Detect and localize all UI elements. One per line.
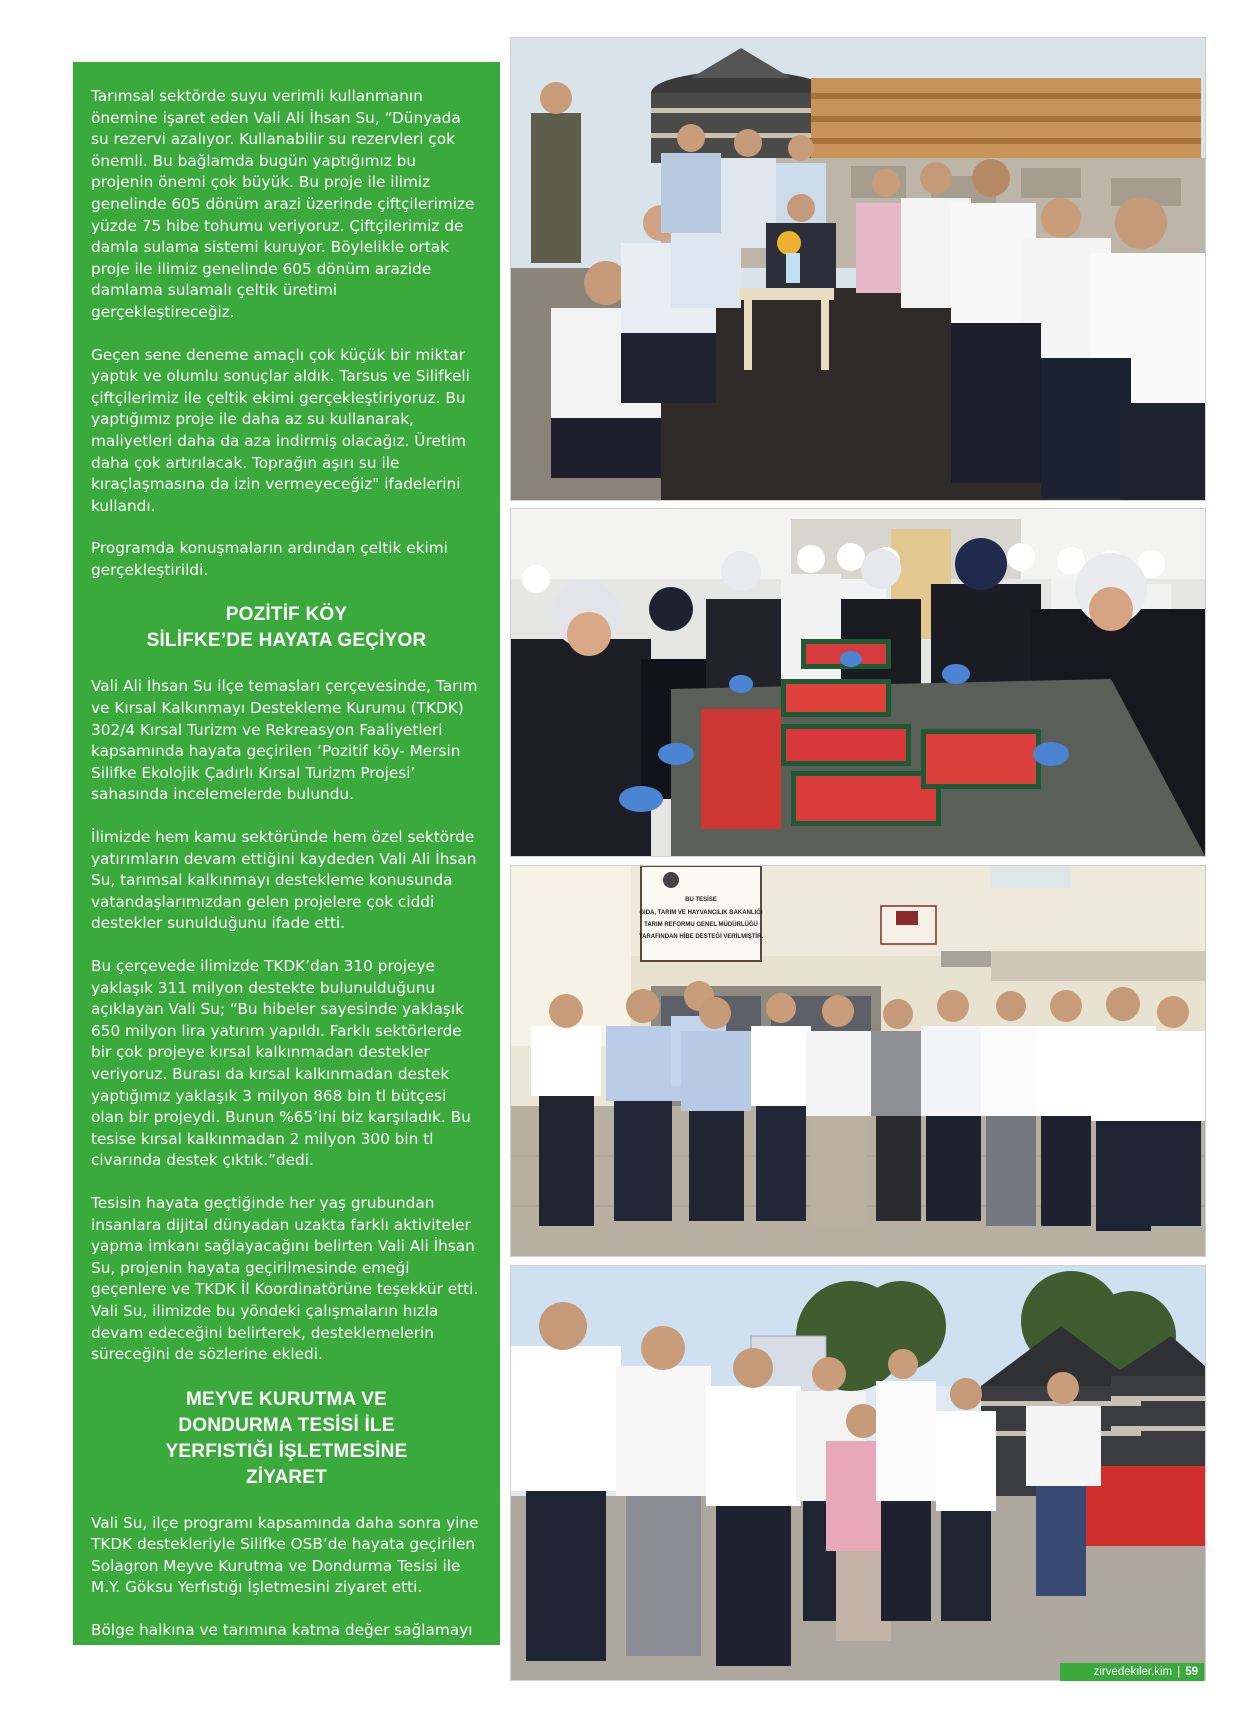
- heading-line: SİLİFKE’DE HAYATA GEÇİYOR: [146, 630, 427, 652]
- sign-line-2: GIDA, TARIM VE HAYVANCILIK BAKANLIĞI: [639, 910, 763, 916]
- sign-line-3: TARIM REFORMU GENEL MÜDÜRLÜĞÜ: [644, 922, 758, 928]
- photo-strawberry-sorting: [510, 508, 1206, 857]
- photo-group-building: [510, 865, 1206, 1257]
- page-footer: [1060, 1663, 1204, 1681]
- photo-officials-seated: [510, 37, 1206, 501]
- article-paragraph: Vali Ali İhsan Su ilçe temasları çerçevesinde, Tarım ve Kırsal Kalkınmayı Destekleme Kurumu (TKDK) 302/4 Kırsal Turizm ve Rekreasyon Faaliyetleri kapsamında hayata geçirilen ‘Pozitif köy- Mersin Silifke Ekolojik Çadırlı Kırsal Turizm Projesi’ sahasında incelemelerde bulundu.: [91, 677, 478, 804]
- article-column: [73, 62, 500, 1726]
- article-paragraph: Programda konuşmaların ardından çeltik ekimi gerçekleştirildi.: [91, 539, 448, 579]
- sign-line-1: BU TESİSE: [685, 897, 717, 903]
- footer-separator: |: [1177, 1666, 1181, 1678]
- heading-line: POZİTİF KÖY: [225, 604, 348, 626]
- photo-walking-group: [510, 1265, 1206, 1681]
- section-heading-meyve-kurutma: [91, 1387, 482, 1491]
- heading-line: MEYVE KURUTMA VE: [186, 1388, 387, 1410]
- article-paragraph: İlimizde hem kamu sektöründe hem özel sektörde yatırımların devam ettiğini kaydeden Vali Ali İhsan Su, tarımsal kalkınmayı destekleme konusunda vatandaşlarımızdan gelen projelere çok ciddi destekler sunulduğunu ifade etti.: [91, 828, 477, 933]
- sign-line-4: TARAFINDAN HİBE DESTEĞİ VERİLMİŞTİR.: [638, 934, 764, 940]
- heading-line: DONDURMA TESİSİ İLE: [178, 1414, 395, 1436]
- heading-line: ZİYARET: [246, 1466, 327, 1488]
- article-paragraph: Tarımsal sektörde suyu verimli kullanmanın önemine işaret eden Vali Ali İhsan Su, “Dünyada su rezervi azalıyor. Kullanabilir su rezervleri çok önemli. Bu bağlamda bugün yaptığımız bu projenin önemi çok büyük. Bu proje ile ilimiz genelinde 605 dönüm arazi üzerinde çiftçilerimize yüzde 75 hibe tohumu veriyoruz. Çiftçilerimiz de damla sulama sistemi kuruyor. Böylelikle ortak proje ile ilimiz genelinde 605 dönüm arazide damlama sulamalı çeltik üretimi gerçekleştireceğiz.: [91, 87, 475, 321]
- heading-line: YERFISTIĞI İŞLETMESİNE: [165, 1440, 408, 1462]
- article-paragraph: Geçen sene deneme amaçlı çok küçük bir miktar yaptık ve olumlu sonuçlar aldık. Tarsus ve Silifkeli çiftçilerimiz ile çeltik ekimi gerçekleştiriyoruz. Bu yaptığımız proje ile daha az su kullanarak, maliyetleri daha da aza indirmiş olacağız. Üretim daha çok artırılacak. Toprağın aşırı su ile kıraçlaşmasına da izin vermeyeceğiz" ifadelerini kullandı.: [91, 345, 470, 515]
- page-number: 59: [1185, 1666, 1198, 1678]
- article-paragraph: Bölge halkına ve tarımına katma değer sağlamayı amaçlayan tesislerde üretim kapasitesi, pazarlama, ve sağladıkları istihdam hakkında yetkililerden bilgi alan Vali Su, incelemelerinin ardından ilçeden ayrıldı.: [91, 1621, 473, 1726]
- article-paragraph: Bu çerçevede ilimizde TKDK’dan 310 projeye yaklaşık 311 milyon destekte bulunulduğunu açıklayan Vali Su; “Bu hibeler sayesinde yaklaşık 650 milyon lira yatırım yapıldı. Farklı sektörlerde bir çok projeye kırsal kalkınmadan destekler veriyoruz. Burası da kırsal kalkınmadan destek yaptığımız yaklaşık 3 milyon 868 bin tl bütçesi olan bir projeydi. Bunun %65’ini biz karşıladık. Bu tesise kırsal kalkınmadan 2 milyon 300 bin tl civarında destek çıktık.”dedi.: [91, 957, 471, 1170]
- footer-site: zirvedekiler.kim: [1093, 1666, 1173, 1678]
- article-paragraph: Tesisin hayata geçtiğinde her yaş grubundan insanlara dijital dünyadan uzakta farklı aktiviteler yapma imkanı sağlayacağını belirten Vali Ali İhsan Su, projenin hayata geçirilmesinde emeği geçenlere ve TKDK İl Koordinatörüne teşekkür etti. Vali Su, ilimizde bu yöndeki çalışmaların hızla devam edeceğini belirterek, desteklemelerin süreceğini de sözlerine ekledi.: [91, 1193, 479, 1364]
- article-paragraph: Vali Su, ilçe programı kapsamında daha sonra yine TKDK destekleriyle Silifke OSB’de hayata geçirilen Solagron Meyve Kurutma ve Dondurma Tesisi ile M.Y. Göksu Yerfıstığı İşletmesini ziyaret etti.: [91, 1513, 479, 1597]
- section-heading-pozitif-koy: [91, 602, 482, 654]
